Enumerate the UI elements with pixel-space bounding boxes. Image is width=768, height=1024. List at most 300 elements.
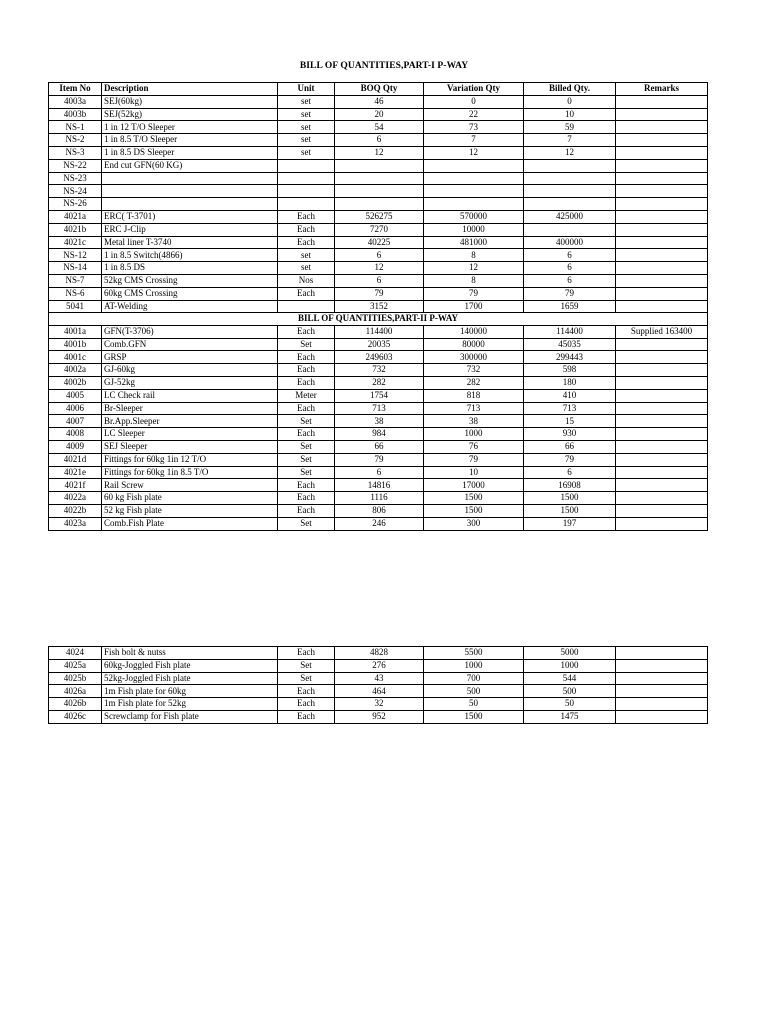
- unit-cell: Set: [278, 672, 335, 685]
- boq-qty-cell: 6: [335, 249, 424, 262]
- remarks-cell: [616, 249, 708, 262]
- boq-qty-cell: 32: [335, 698, 424, 711]
- unit-cell: Each: [278, 377, 335, 390]
- table-row: [49, 351, 708, 364]
- boq-qty-cell: [335, 185, 424, 198]
- unit-cell: Each: [278, 325, 335, 338]
- boq-qty-cell: 732: [335, 364, 424, 377]
- boq-qty-cell: 6: [335, 274, 424, 287]
- description-cell: 1m Fish plate for 52kg: [102, 698, 278, 711]
- description-cell: 1 in 8.5 DS Sleeper: [102, 146, 278, 159]
- unit-cell: [278, 159, 335, 172]
- unit-cell: set: [278, 108, 335, 121]
- variation-qty-cell: [424, 172, 524, 185]
- boq-qty-cell: 20: [335, 108, 424, 121]
- boq-qty-cell: 40225: [335, 236, 424, 249]
- unit-cell: Each: [278, 236, 335, 249]
- item-no-cell: NS-26: [49, 198, 102, 211]
- boq-qty-cell: 713: [335, 402, 424, 415]
- remarks-cell: [616, 121, 708, 134]
- unit-cell: Set: [278, 415, 335, 428]
- variation-qty-cell: 8: [424, 274, 524, 287]
- variation-qty-cell: 22: [424, 108, 524, 121]
- description-cell: SEJ(52kg): [102, 108, 278, 121]
- billed-qty-cell: 16908: [524, 479, 616, 492]
- unit-cell: Each: [278, 647, 335, 660]
- boq-qty-cell: 246: [335, 517, 424, 530]
- unit-cell: Each: [278, 505, 335, 518]
- unit-cell: Set: [278, 338, 335, 351]
- description-cell: Fittings for 60kg 1in 8.5 T/O: [102, 466, 278, 479]
- item-no-cell: 4002b: [49, 377, 102, 390]
- header-billed-qty: Billed Qty.: [524, 83, 616, 96]
- description-cell: GFN(T-3706): [102, 325, 278, 338]
- header-variation-qty: Variation Qty: [424, 83, 524, 96]
- description-cell: [102, 172, 278, 185]
- remarks-cell: [616, 479, 708, 492]
- boq-qty-cell: 806: [335, 505, 424, 518]
- remarks-cell: [616, 236, 708, 249]
- remarks-cell: [616, 210, 708, 223]
- item-no-cell: 4021b: [49, 223, 102, 236]
- boq-qty-cell: 3152: [335, 300, 424, 313]
- description-cell: LC Sleeper: [102, 428, 278, 441]
- table-row: [49, 249, 708, 262]
- table-row: [49, 95, 708, 108]
- item-no-cell: 5041: [49, 300, 102, 313]
- boq-qty-cell: 952: [335, 710, 424, 723]
- billed-qty-cell: 1000: [524, 659, 616, 672]
- remarks-cell: [616, 172, 708, 185]
- boq-qty-cell: 6: [335, 466, 424, 479]
- variation-qty-cell: 0: [424, 95, 524, 108]
- variation-qty-cell: 818: [424, 389, 524, 402]
- variation-qty-cell: 1700: [424, 300, 524, 313]
- description-cell: 1 in 8.5 T/O Sleeper: [102, 134, 278, 147]
- billed-qty-cell: 930: [524, 428, 616, 441]
- table-row: [49, 198, 708, 211]
- remarks-cell: [616, 223, 708, 236]
- remarks-cell: [616, 95, 708, 108]
- billed-qty-cell: 10: [524, 108, 616, 121]
- variation-qty-cell: 300000: [424, 351, 524, 364]
- unit-cell: Meter: [278, 389, 335, 402]
- boq-qty-cell: 14816: [335, 479, 424, 492]
- billed-qty-cell: 79: [524, 453, 616, 466]
- variation-qty-cell: 1500: [424, 492, 524, 505]
- section-title: BILL OF QUANTITIES,PART-II P-WAY: [49, 313, 708, 326]
- description-cell: 52 kg Fish plate: [102, 505, 278, 518]
- table-row: [49, 685, 708, 698]
- table-row: [49, 466, 708, 479]
- item-no-cell: NS-2: [49, 134, 102, 147]
- description-cell: LC Check rail: [102, 389, 278, 402]
- description-cell: SEJ(60kg): [102, 95, 278, 108]
- item-no-cell: NS-24: [49, 185, 102, 198]
- boq-qty-cell: 4828: [335, 647, 424, 660]
- table-row: [49, 325, 708, 338]
- boq-qty-cell: 276: [335, 659, 424, 672]
- unit-cell: Nos: [278, 274, 335, 287]
- item-no-cell: 4024: [49, 647, 102, 660]
- variation-qty-cell: 481000: [424, 236, 524, 249]
- section-title-row: [49, 313, 708, 326]
- variation-qty-cell: 12: [424, 146, 524, 159]
- description-cell: AT-Welding: [102, 300, 278, 313]
- boq-qty-cell: 114400: [335, 325, 424, 338]
- boq-qty-cell: 7270: [335, 223, 424, 236]
- table-row: [49, 210, 708, 223]
- item-no-cell: 4022a: [49, 492, 102, 505]
- billed-qty-cell: [524, 159, 616, 172]
- item-no-cell: 4021d: [49, 453, 102, 466]
- description-cell: ERC( T-3701): [102, 210, 278, 223]
- billed-qty-cell: 45035: [524, 338, 616, 351]
- variation-qty-cell: [424, 159, 524, 172]
- description-cell: 60kg CMS Crossing: [102, 287, 278, 300]
- variation-qty-cell: 1500: [424, 505, 524, 518]
- remarks-cell: [616, 338, 708, 351]
- remarks-cell: [616, 146, 708, 159]
- variation-qty-cell: 140000: [424, 325, 524, 338]
- item-no-cell: 4009: [49, 441, 102, 454]
- header-unit: Unit: [278, 83, 335, 96]
- variation-qty-cell: 1500: [424, 710, 524, 723]
- item-no-cell: 4026b: [49, 698, 102, 711]
- variation-qty-cell: 50: [424, 698, 524, 711]
- table-row: [49, 647, 708, 660]
- billed-qty-cell: 7: [524, 134, 616, 147]
- unit-cell: [278, 172, 335, 185]
- table-row: [49, 659, 708, 672]
- billed-qty-cell: 544: [524, 672, 616, 685]
- header-boq-qty: BOQ Qty: [335, 83, 424, 96]
- billed-qty-cell: 180: [524, 377, 616, 390]
- variation-qty-cell: 17000: [424, 479, 524, 492]
- billed-qty-cell: [524, 223, 616, 236]
- description-cell: Br.App.Sleeper: [102, 415, 278, 428]
- unit-cell: [278, 198, 335, 211]
- remarks-cell: [616, 287, 708, 300]
- billed-qty-cell: [524, 185, 616, 198]
- table-row: [49, 377, 708, 390]
- unit-cell: Each: [278, 698, 335, 711]
- item-no-cell: 4008: [49, 428, 102, 441]
- variation-qty-cell: 10000: [424, 223, 524, 236]
- description-cell: 1 in 8.5 DS: [102, 262, 278, 275]
- remarks-cell: [616, 415, 708, 428]
- table-row: [49, 672, 708, 685]
- billed-qty-cell: 400000: [524, 236, 616, 249]
- item-no-cell: 4002a: [49, 364, 102, 377]
- table-row: [49, 274, 708, 287]
- billed-qty-cell: 299443: [524, 351, 616, 364]
- billed-qty-cell: 6: [524, 466, 616, 479]
- variation-qty-cell: 73: [424, 121, 524, 134]
- description-cell: 60 kg Fish plate: [102, 492, 278, 505]
- table-row: [49, 338, 708, 351]
- unit-cell: Each: [278, 210, 335, 223]
- remarks-cell: Supplied 163400: [616, 325, 708, 338]
- remarks-cell: [616, 672, 708, 685]
- boq-qty-cell: 984: [335, 428, 424, 441]
- description-cell: Fittings for 60kg 1in 12 T/O: [102, 453, 278, 466]
- billed-qty-cell: 1659: [524, 300, 616, 313]
- item-no-cell: NS-14: [49, 262, 102, 275]
- description-cell: 52kg CMS Crossing: [102, 274, 278, 287]
- item-no-cell: 4026a: [49, 685, 102, 698]
- description-cell: Br-Sleeper: [102, 402, 278, 415]
- item-no-cell: 4021e: [49, 466, 102, 479]
- boq-qty-cell: 12: [335, 146, 424, 159]
- billed-qty-cell: 12: [524, 146, 616, 159]
- unit-cell: Each: [278, 492, 335, 505]
- table-row: [49, 300, 708, 313]
- billed-qty-cell: 598: [524, 364, 616, 377]
- item-no-cell: 4021c: [49, 236, 102, 249]
- billed-qty-cell: 6: [524, 262, 616, 275]
- billed-qty-cell: 1475: [524, 710, 616, 723]
- description-cell: Screwclamp for Fish plate: [102, 710, 278, 723]
- variation-qty-cell: 570000: [424, 210, 524, 223]
- billed-qty-cell: 6: [524, 249, 616, 262]
- variation-qty-cell: 79: [424, 287, 524, 300]
- table-row: [49, 146, 708, 159]
- table-row: [49, 159, 708, 172]
- unit-cell: Each: [278, 287, 335, 300]
- variation-qty-cell: 500: [424, 685, 524, 698]
- boq-qty-cell: 20035: [335, 338, 424, 351]
- boq-qty-cell: 54: [335, 121, 424, 134]
- unit-cell: Set: [278, 453, 335, 466]
- unit-cell: Set: [278, 517, 335, 530]
- unit-cell: Each: [278, 351, 335, 364]
- unit-cell: [278, 300, 335, 313]
- unit-cell: set: [278, 95, 335, 108]
- item-no-cell: 4001a: [49, 325, 102, 338]
- billed-qty-cell: 1500: [524, 505, 616, 518]
- billed-qty-cell: 114400: [524, 325, 616, 338]
- description-cell: GRSP: [102, 351, 278, 364]
- remarks-cell: [616, 185, 708, 198]
- table-row: [49, 262, 708, 275]
- variation-qty-cell: 1000: [424, 428, 524, 441]
- item-no-cell: NS-12: [49, 249, 102, 262]
- boq-qty-cell: 12: [335, 262, 424, 275]
- billed-qty-cell: 0: [524, 95, 616, 108]
- table-row: [49, 479, 708, 492]
- item-no-cell: NS-1: [49, 121, 102, 134]
- table-row: [49, 389, 708, 402]
- description-cell: Metal liner T-3740: [102, 236, 278, 249]
- description-cell: 52kg-Joggled Fish plate: [102, 672, 278, 685]
- remarks-cell: [616, 159, 708, 172]
- remarks-cell: [616, 402, 708, 415]
- page-title: BILL OF QUANTITIES,PART-I P-WAY: [299, 61, 469, 71]
- table-row: [49, 236, 708, 249]
- table-row: [49, 223, 708, 236]
- description-cell: 1m Fish plate for 60kg: [102, 685, 278, 698]
- variation-qty-cell: [424, 185, 524, 198]
- boq-qty-cell: 526275: [335, 210, 424, 223]
- remarks-cell: [616, 698, 708, 711]
- description-cell: 60kg-Joggled Fish plate: [102, 659, 278, 672]
- item-no-cell: 4003a: [49, 95, 102, 108]
- description-cell: Comb.GFN: [102, 338, 278, 351]
- description-cell: SEJ Sleeper: [102, 441, 278, 454]
- item-no-cell: 4021a: [49, 210, 102, 223]
- unit-cell: Each: [278, 223, 335, 236]
- item-no-cell: 4026c: [49, 710, 102, 723]
- remarks-cell: [616, 505, 708, 518]
- item-no-cell: 4001c: [49, 351, 102, 364]
- table-row: [49, 415, 708, 428]
- description-cell: Fish bolt & nutss: [102, 647, 278, 660]
- billed-qty-cell: 425000: [524, 210, 616, 223]
- item-no-cell: 4003b: [49, 108, 102, 121]
- variation-qty-cell: 8: [424, 249, 524, 262]
- table-row: [49, 172, 708, 185]
- variation-qty-cell: 76: [424, 441, 524, 454]
- unit-cell: Each: [278, 428, 335, 441]
- table-row: [49, 185, 708, 198]
- billed-qty-cell: [524, 198, 616, 211]
- item-no-cell: 4001b: [49, 338, 102, 351]
- billed-qty-cell: 59: [524, 121, 616, 134]
- item-no-cell: 4025b: [49, 672, 102, 685]
- billed-qty-cell: 50: [524, 698, 616, 711]
- item-no-cell: NS-7: [49, 274, 102, 287]
- remarks-cell: [616, 351, 708, 364]
- remarks-cell: [616, 134, 708, 147]
- billed-qty-cell: 15: [524, 415, 616, 428]
- header-description: Description: [102, 83, 278, 96]
- description-cell: Rail Screw: [102, 479, 278, 492]
- item-no-cell: NS-3: [49, 146, 102, 159]
- table-row: [49, 287, 708, 300]
- description-cell: ERC J-Clip: [102, 223, 278, 236]
- boq-qty-cell: 46: [335, 95, 424, 108]
- remarks-cell: [616, 492, 708, 505]
- variation-qty-cell: 700: [424, 672, 524, 685]
- remarks-cell: [616, 441, 708, 454]
- unit-cell: set: [278, 146, 335, 159]
- billed-qty-cell: 1500: [524, 492, 616, 505]
- boq-qty-cell: 6: [335, 134, 424, 147]
- description-cell: GJ-60kg: [102, 364, 278, 377]
- remarks-cell: [616, 300, 708, 313]
- remarks-cell: [616, 659, 708, 672]
- boq-qty-cell: 43: [335, 672, 424, 685]
- remarks-cell: [616, 274, 708, 287]
- remarks-cell: [616, 453, 708, 466]
- billed-qty-cell: 5000: [524, 647, 616, 660]
- header-row: [49, 83, 708, 96]
- table-row: [49, 428, 708, 441]
- boq-qty-cell: 249603: [335, 351, 424, 364]
- header-item-no: Item No: [49, 83, 102, 96]
- table-row: [49, 364, 708, 377]
- unit-cell: set: [278, 262, 335, 275]
- table-row: [49, 108, 708, 121]
- billed-qty-cell: 197: [524, 517, 616, 530]
- description-cell: [102, 198, 278, 211]
- boq-table: [48, 82, 708, 531]
- boq-qty-cell: 38: [335, 415, 424, 428]
- unit-cell: Set: [278, 466, 335, 479]
- boq-table-continued: [48, 646, 708, 724]
- description-cell: Comb.Fish Plate: [102, 517, 278, 530]
- item-no-cell: 4022b: [49, 505, 102, 518]
- variation-qty-cell: 79: [424, 453, 524, 466]
- item-no-cell: NS-22: [49, 159, 102, 172]
- table-row: [49, 492, 708, 505]
- variation-qty-cell: 282: [424, 377, 524, 390]
- boq-qty-cell: 1754: [335, 389, 424, 402]
- unit-cell: set: [278, 134, 335, 147]
- unit-cell: Each: [278, 479, 335, 492]
- boq-qty-cell: 66: [335, 441, 424, 454]
- boq-qty-cell: 282: [335, 377, 424, 390]
- unit-cell: set: [278, 121, 335, 134]
- table-row: [49, 441, 708, 454]
- item-no-cell: 4006: [49, 402, 102, 415]
- unit-cell: set: [278, 249, 335, 262]
- description-cell: 1 in 8.5 Switch(4866): [102, 249, 278, 262]
- header-remarks: Remarks: [616, 83, 708, 96]
- remarks-cell: [616, 428, 708, 441]
- boq-qty-cell: 1116: [335, 492, 424, 505]
- boq-qty-cell: [335, 159, 424, 172]
- billed-qty-cell: 66: [524, 441, 616, 454]
- billed-qty-cell: 6: [524, 274, 616, 287]
- remarks-cell: [616, 198, 708, 211]
- unit-cell: [278, 185, 335, 198]
- description-cell: [102, 185, 278, 198]
- remarks-cell: [616, 647, 708, 660]
- remarks-cell: [616, 262, 708, 275]
- variation-qty-cell: 10: [424, 466, 524, 479]
- boq-qty-cell: 464: [335, 685, 424, 698]
- variation-qty-cell: [424, 198, 524, 211]
- item-no-cell: NS-6: [49, 287, 102, 300]
- boq-qty-cell: [335, 198, 424, 211]
- description-cell: End cut GFN(60 KG): [102, 159, 278, 172]
- description-cell: GJ-52kg: [102, 377, 278, 390]
- unit-cell: Set: [278, 659, 335, 672]
- variation-qty-cell: 732: [424, 364, 524, 377]
- boq-qty-cell: 79: [335, 287, 424, 300]
- remarks-cell: [616, 377, 708, 390]
- billed-qty-cell: 79: [524, 287, 616, 300]
- variation-qty-cell: 713: [424, 402, 524, 415]
- billed-qty-cell: 713: [524, 402, 616, 415]
- table-row: [49, 121, 708, 134]
- remarks-cell: [616, 466, 708, 479]
- table-row: [49, 402, 708, 415]
- boq-qty-cell: 79: [335, 453, 424, 466]
- unit-cell: Each: [278, 364, 335, 377]
- remarks-cell: [616, 108, 708, 121]
- table-row: [49, 134, 708, 147]
- variation-qty-cell: 12: [424, 262, 524, 275]
- boq-qty-cell: [335, 172, 424, 185]
- unit-cell: Each: [278, 685, 335, 698]
- remarks-cell: [616, 364, 708, 377]
- variation-qty-cell: 38: [424, 415, 524, 428]
- item-no-cell: NS-23: [49, 172, 102, 185]
- item-no-cell: 4021f: [49, 479, 102, 492]
